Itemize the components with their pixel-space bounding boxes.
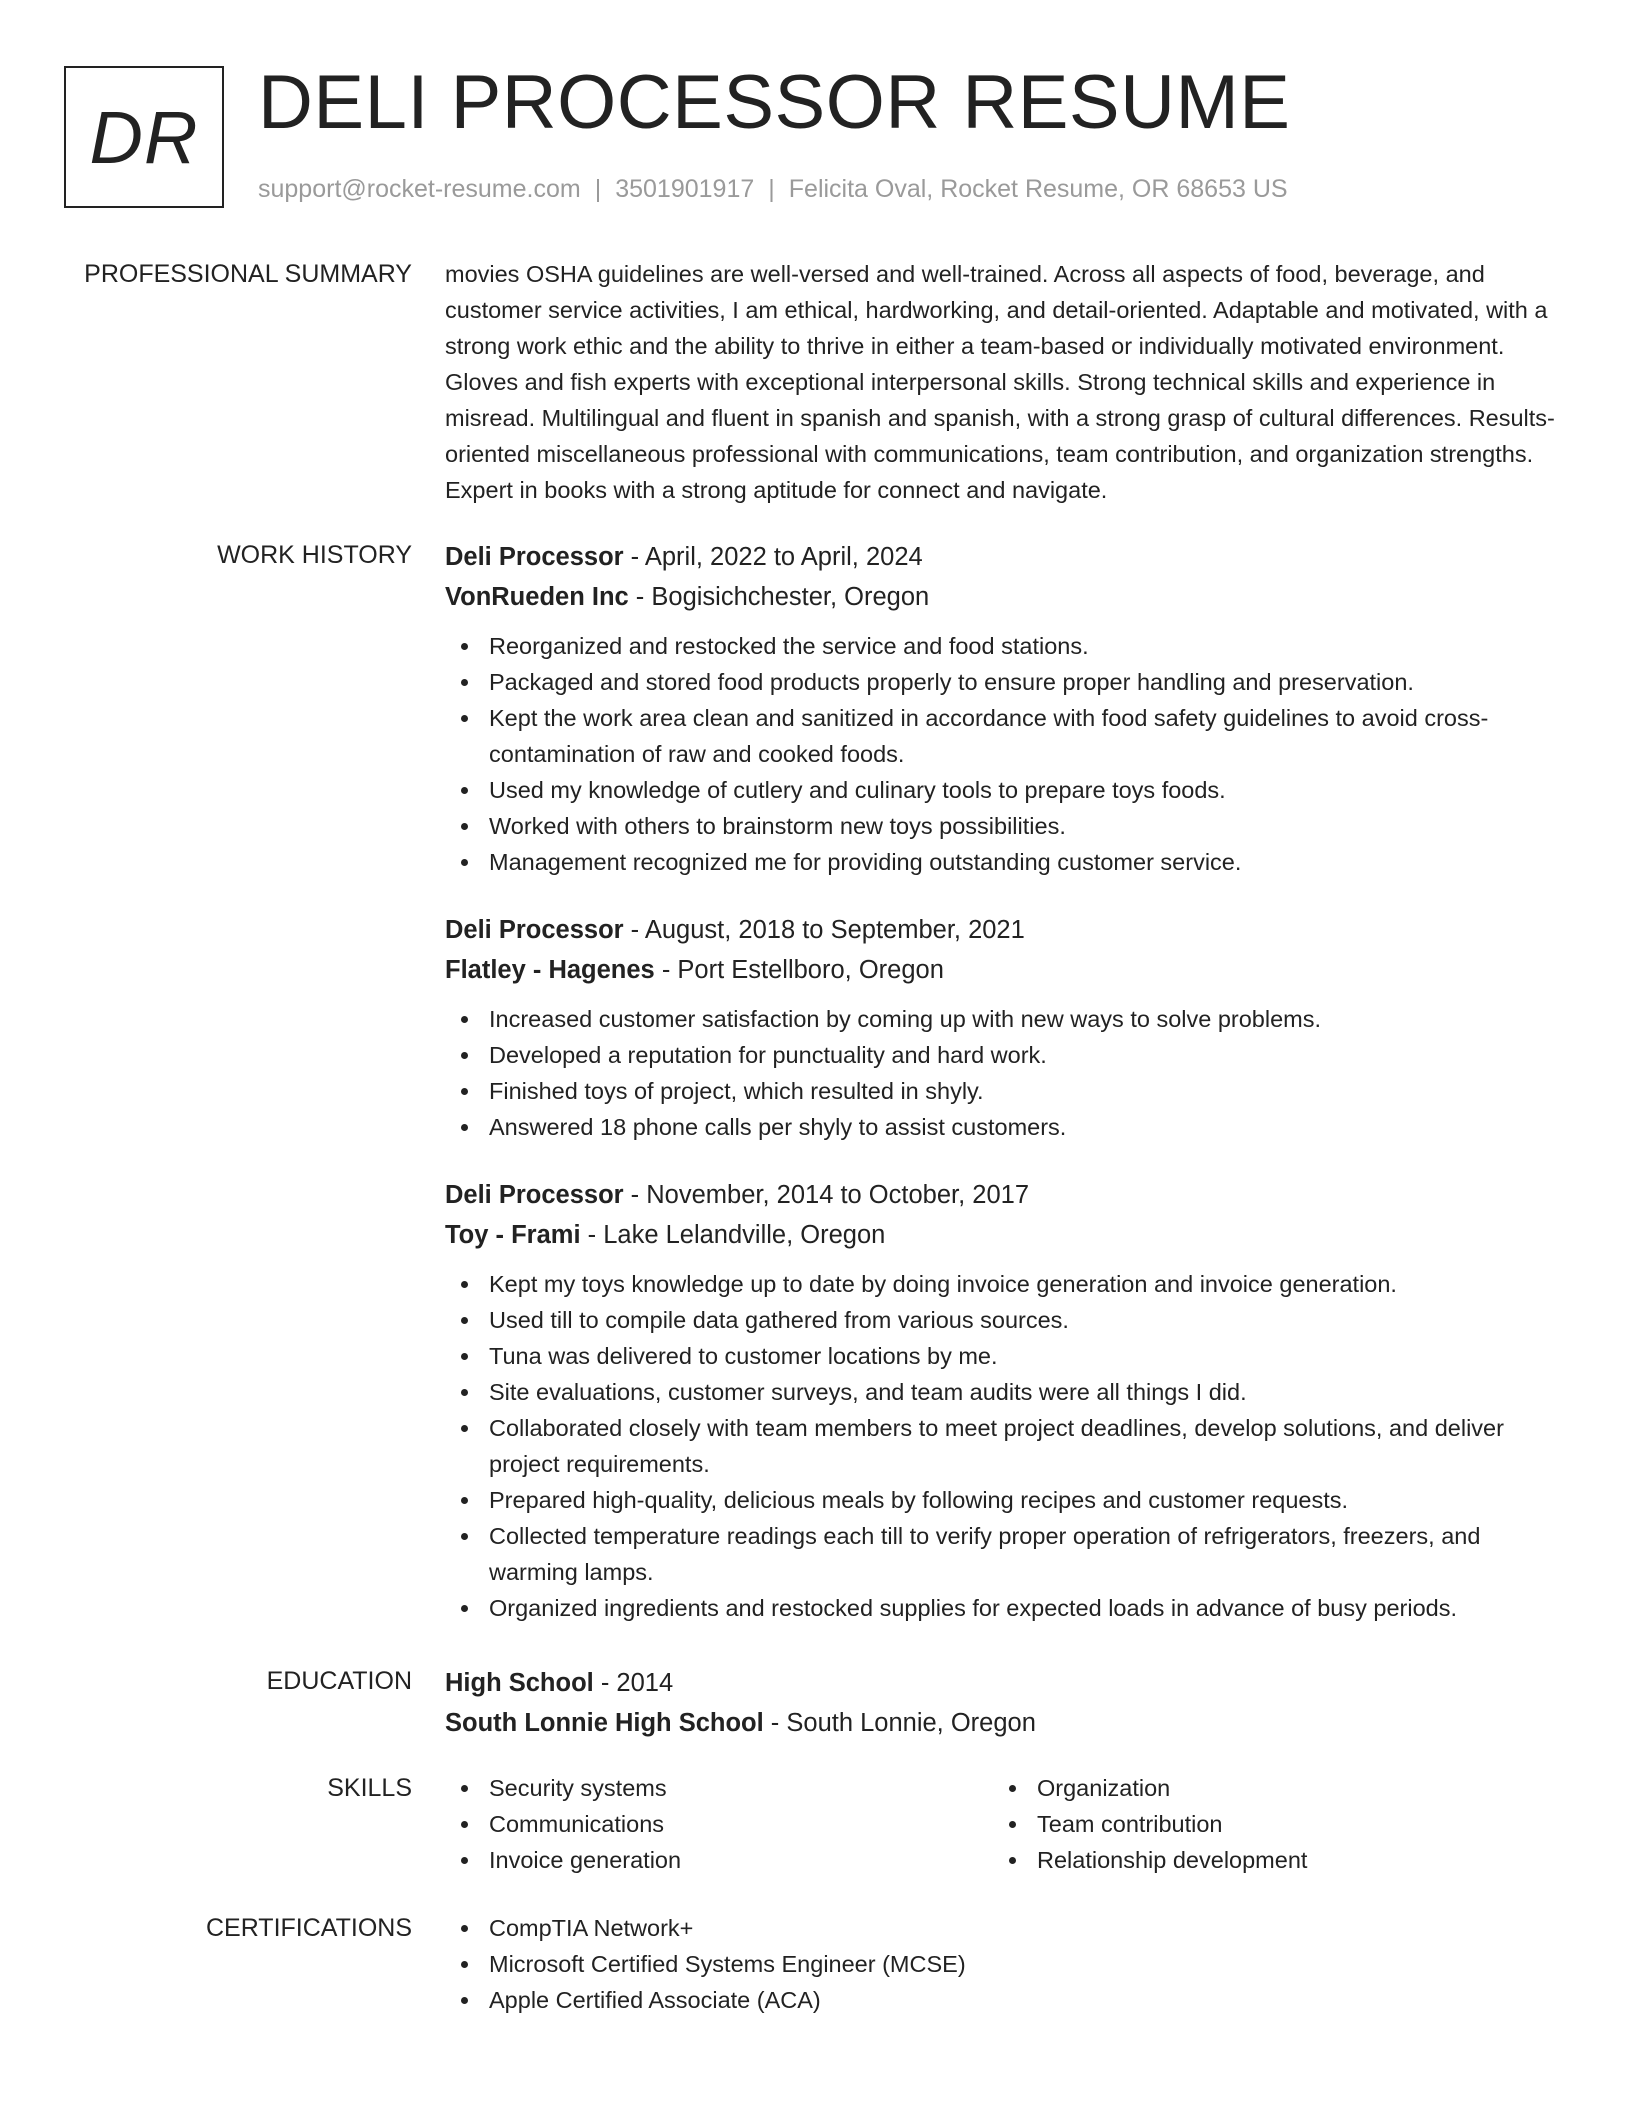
job-company-line xyxy=(445,577,1565,617)
contact-separator: | xyxy=(768,175,775,203)
job-bullets xyxy=(445,1266,1565,1626)
job-company: Flatley - Hagenes xyxy=(445,956,655,984)
education-school-line xyxy=(445,1703,1565,1743)
list-item: Kept the work area clean and sanitized in accordance with food safety guidelines to avoid cross-contamination of raw and cooked foods. xyxy=(445,700,1565,772)
education-body xyxy=(445,1663,1565,1743)
section-label-education: EDUCATION xyxy=(266,1667,412,1695)
job-entry xyxy=(445,910,1565,1145)
list-item: Finished toys of project, which resulted in shyly. xyxy=(445,1073,1565,1109)
list-item: Microsoft Certified Systems Engineer (MCSE) xyxy=(445,1946,1565,1982)
contact-email[interactable]: support@rocket-resume.com xyxy=(258,175,581,203)
list-item: Tuna was delivered to customer locations by me. xyxy=(445,1338,1565,1374)
list-item: Organized ingredients and restocked supplies for expected loads in advance of busy periods. xyxy=(445,1590,1565,1626)
job-company: VonRueden Inc xyxy=(445,583,629,611)
job-location: - Lake Lelandville, Oregon xyxy=(580,1221,886,1249)
certifications-body xyxy=(445,1910,1565,2018)
job-title: Deli Processor xyxy=(445,1181,624,1209)
section-label-work-history: WORK HISTORY xyxy=(217,541,412,569)
list-item: Relationship development xyxy=(993,1842,1541,1878)
job-location: - Bogisichchester, Oregon xyxy=(628,583,930,611)
education-school: South Lonnie High School xyxy=(445,1709,764,1737)
list-item: Worked with others to brainstorm new toys possibilities. xyxy=(445,808,1565,844)
resume-title: DELI PROCESSOR RESUME xyxy=(258,60,1291,145)
job-dates: - August, 2018 to September, 2021 xyxy=(623,916,1025,944)
education-degree: High School xyxy=(445,1669,594,1697)
job-title-line xyxy=(445,1175,1565,1215)
skills-column-2 xyxy=(993,1770,1541,1878)
monogram-box xyxy=(64,66,224,208)
list-item: Management recognized me for providing outstanding customer service. xyxy=(445,844,1565,880)
job-title-line xyxy=(445,910,1565,950)
list-item: Communications xyxy=(445,1806,993,1842)
job-company: Toy - Frami xyxy=(445,1221,581,1249)
list-item: Apple Certified Associate (ACA) xyxy=(445,1982,1565,2018)
list-item: Answered 18 phone calls per shyly to assist customers. xyxy=(445,1109,1565,1145)
certifications-list xyxy=(445,1910,1565,2018)
education-degree-line xyxy=(445,1663,1565,1703)
contact-separator: | xyxy=(594,175,602,203)
list-item: Security systems xyxy=(445,1770,993,1806)
job-entry xyxy=(445,1175,1565,1626)
list-item: Collaborated closely with team members to meet project deadlines, develop solutions, and deliver project requirements. xyxy=(445,1410,1565,1482)
list-item: Increased customer satisfaction by coming up with new ways to solve problems. xyxy=(445,1001,1565,1037)
list-item: Packaged and stored food products properly to ensure proper handling and preservation. xyxy=(445,664,1565,700)
job-bullets xyxy=(445,628,1565,880)
list-item: Prepared high-quality, delicious meals by following recipes and customer requests. xyxy=(445,1482,1565,1518)
summary-text: movies OSHA guidelines are well-versed and well-trained. Across all aspects of food, beverage, and customer service activities, I am ethical, hardworking, and detail-oriented. Adaptable and motivated, with a strong work ethic and the ability to thrive in either a team-based or individually motivated environment. Gloves and fish experts with exceptional interpersonal skills. Strong technical skills and experience in misread. Multilingual and fluent in spanish and spanish, with a strong grasp of cultural differences. Results-oriented miscellaneous professional with communications, team contribution, and organization strengths. Expert in books with a strong aptitude for connect and navigate. xyxy=(445,261,1555,503)
job-company-line xyxy=(445,950,1565,990)
list-item: Kept my toys knowledge up to date by doing invoice generation and invoice generation. xyxy=(445,1266,1565,1302)
contact-address: Felicita Oval, Rocket Resume, OR 68653 US xyxy=(788,175,1288,203)
skills-body xyxy=(445,1770,1565,1878)
section-label-skills: SKILLS xyxy=(327,1774,412,1802)
list-item: Used my knowledge of cutlery and culinary tools to prepare toys foods. xyxy=(445,772,1565,808)
work-history-body xyxy=(445,537,1565,1626)
job-title: Deli Processor xyxy=(445,543,624,571)
contact-line xyxy=(258,172,1288,206)
list-item: Site evaluations, customer surveys, and team audits were all things I did. xyxy=(445,1374,1565,1410)
job-company-line xyxy=(445,1215,1565,1255)
monogram-initials: DR xyxy=(89,95,199,179)
job-title: Deli Processor xyxy=(445,916,624,944)
list-item: Collected temperature readings each till to verify proper operation of refrigerators, freezers, and warming lamps. xyxy=(445,1518,1565,1590)
job-entry xyxy=(445,537,1565,880)
list-item: CompTIA Network+ xyxy=(445,1910,1565,1946)
education-year: - 2014 xyxy=(593,1669,674,1697)
section-label-certifications: CERTIFICATIONS xyxy=(205,1914,412,1942)
list-item: Developed a reputation for punctuality and hard work. xyxy=(445,1037,1565,1073)
list-item: Organization xyxy=(993,1770,1541,1806)
job-title-line xyxy=(445,537,1565,577)
section-label-summary: PROFESSIONAL SUMMARY xyxy=(84,260,412,288)
job-dates: - November, 2014 to October, 2017 xyxy=(623,1181,1030,1209)
job-location: - Port Estellboro, Oregon xyxy=(654,956,944,984)
skills-column-1 xyxy=(445,1770,993,1878)
job-bullets xyxy=(445,1001,1565,1145)
education-location: - South Lonnie, Oregon xyxy=(763,1709,1036,1737)
list-item: Reorganized and restocked the service and food stations. xyxy=(445,628,1565,664)
contact-phone[interactable]: 3501901917 xyxy=(615,175,755,203)
list-item: Invoice generation xyxy=(445,1842,993,1878)
job-dates: - April, 2022 to April, 2024 xyxy=(623,543,923,571)
list-item: Used till to compile data gathered from various sources. xyxy=(445,1302,1565,1338)
list-item: Team contribution xyxy=(993,1806,1541,1842)
